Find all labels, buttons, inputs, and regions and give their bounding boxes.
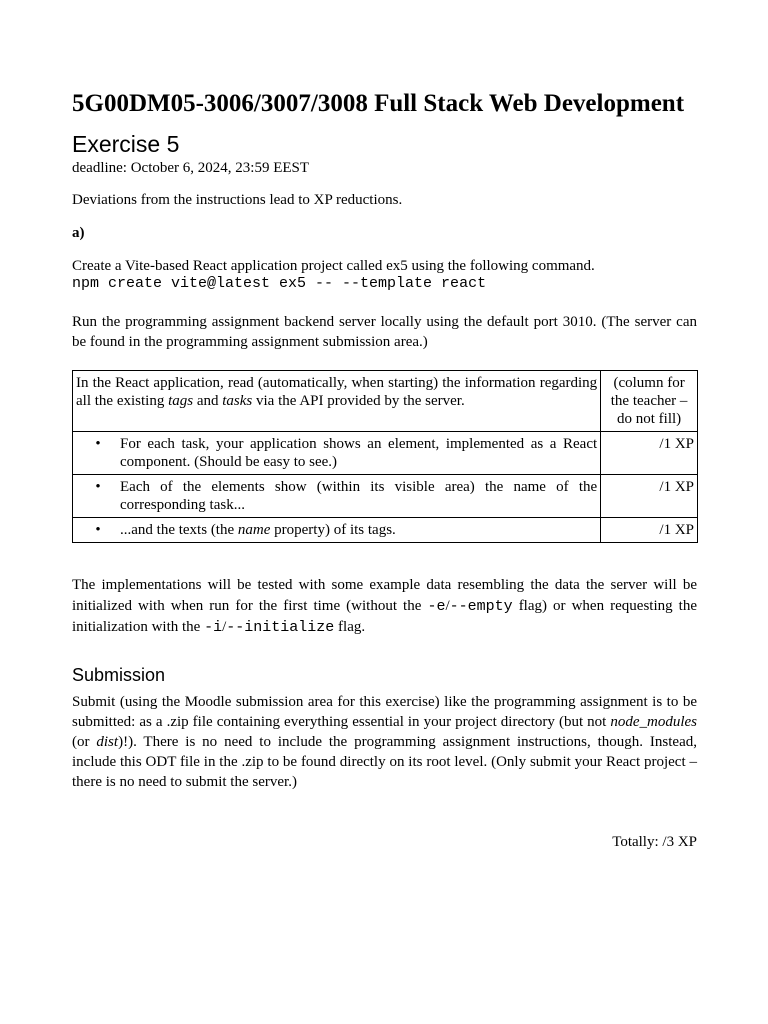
header-text-pre: In the React application, read (automatically, when starting) the information regarding all the existing <box>76 375 598 409</box>
table-row <box>73 432 698 475</box>
row3-text <box>120 521 597 539</box>
table-row <box>73 518 698 543</box>
submission-text-2: (or <box>72 734 97 750</box>
table-row-description <box>73 518 601 543</box>
table-row <box>73 475 698 518</box>
grading-table <box>72 370 698 543</box>
row3-xp: /1 XP <box>601 518 698 543</box>
row1-xp: /1 XP <box>601 432 698 475</box>
table-header-row <box>73 371 698 432</box>
deviations-text: Deviations from the instructions lead to XP reductions. <box>72 192 403 208</box>
flag-e: -e <box>427 598 446 615</box>
table-header-description <box>73 371 601 432</box>
table-row-description <box>73 432 601 475</box>
row3-text-post: property) of its tags. <box>270 522 396 538</box>
impl-text-3: flag. <box>334 619 366 635</box>
teacher-column-header: (column for the teacher – do not fill) <box>601 371 698 432</box>
submission-text <box>72 692 697 792</box>
row3-name-word: name <box>237 522 271 538</box>
header-tags-word: tags <box>168 393 194 409</box>
exercise-heading: Exercise 5 <box>72 131 180 157</box>
dist-word: dist <box>96 734 119 750</box>
row3-text-pre: ...and the texts (the <box>120 522 238 538</box>
bullet-icon: • <box>95 436 101 452</box>
flag-empty: --empty <box>449 598 513 615</box>
total-xp: Totally: /3 XP <box>612 834 697 850</box>
node-modules-word: node_modules <box>610 714 697 730</box>
vite-intro-text: Create a Vite-based React application project called ex5 using the following command. <box>72 258 595 274</box>
flag-i: -i <box>204 619 223 636</box>
header-tasks-word: tasks <box>222 393 253 409</box>
row2-text: Each of the elements show (within its visible area) the name of the corresponding task... <box>120 479 598 513</box>
implementation-testing-text <box>72 575 697 638</box>
submission-heading: Submission <box>72 665 166 685</box>
backend-instructions: Run the programming assignment backend server locally using the default port 3010. (The server can be found in the programming assignment submission area.) <box>72 314 697 350</box>
section-a-label: a) <box>72 225 85 241</box>
bullet-icon: • <box>95 479 101 495</box>
vite-command: npm create vite@latest ex5 -- --template react <box>72 275 487 292</box>
course-title: 5G00DM05-3006/3007/3008 Full Stack Web Development <box>72 90 685 117</box>
row2-xp: /1 XP <box>601 475 698 518</box>
table-row-description <box>73 475 601 518</box>
header-and-word: and <box>193 393 223 409</box>
submission-text-3: )!). There is no need to include the programming assignment instructions, though. Instead, include this ODT file in the .zip to be found directly on its root level. (Only submit your React project – there is no need to submit the server.) <box>72 734 697 790</box>
bullet-icon: • <box>95 522 101 538</box>
deadline-text: deadline: October 6, 2024, 23:59 EEST <box>72 160 310 176</box>
header-text-post: via the API provided by the server. <box>252 393 465 409</box>
document-content <box>72 88 697 852</box>
impl-text-2: flag) or when requesting the initialization with the <box>72 598 697 635</box>
impl-text-1: The implementations will be tested with some example data resembling the data the server will be initialized with when run for the first time (without the <box>72 577 697 614</box>
flag-initialize: --initialize <box>226 619 335 636</box>
row1-text: For each task, your application shows an element, implemented as a React component. (Should be easy to see.) <box>120 436 598 470</box>
flag-slash: / <box>445 598 450 614</box>
submission-text-1: Submit (using the Moodle submission area for this exercise) like the programming assignment is to be submitted: as a .zip file containing everything essential in your project directory (but not <box>72 694 697 730</box>
flag-slash: / <box>222 619 227 635</box>
